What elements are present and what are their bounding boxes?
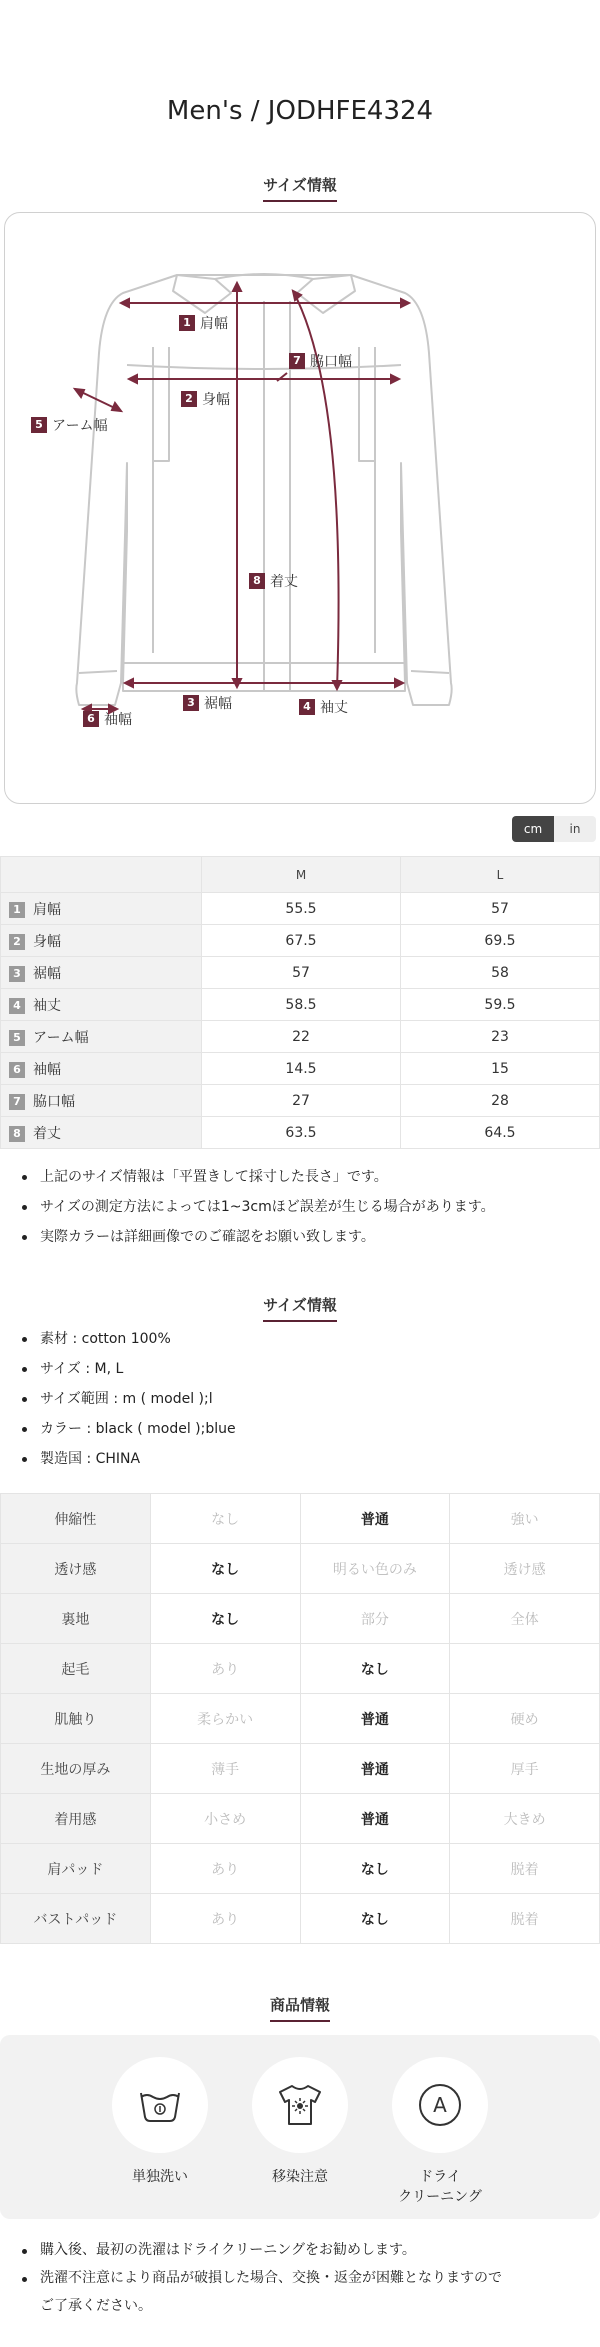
attribute-option: なし	[150, 1594, 300, 1644]
row-header: 7 脇口幅	[1, 1085, 202, 1117]
attribute-option: なし	[300, 1894, 450, 1944]
table-row	[1, 989, 600, 1021]
measure-label-length: 8 着丈	[249, 571, 298, 591]
fabric-attribute-table	[0, 1493, 600, 1944]
size-column-header: L	[401, 857, 600, 893]
care-item	[250, 2057, 350, 2187]
product-spec-list	[0, 1324, 600, 1474]
attribute-option: 強い	[450, 1494, 600, 1544]
table-cell: 22	[202, 1021, 401, 1053]
info-heading: サイズ情報	[0, 1294, 600, 1322]
attribute-option: 硬め	[450, 1694, 600, 1744]
table-cell: 63.5	[202, 1117, 401, 1149]
table-row	[1, 1594, 600, 1644]
attribute-option: 大きめ	[450, 1794, 600, 1844]
attribute-option: 全体	[450, 1594, 600, 1644]
measure-label-shoulder: 1 肩幅	[179, 313, 228, 333]
care-item	[110, 2057, 210, 2187]
product-info-heading: 商品情報	[0, 1994, 600, 2022]
wash-notes	[0, 2236, 600, 2292]
table-row	[1, 1644, 600, 1694]
attribute-option: あり	[150, 1894, 300, 1944]
attribute-option: 普通	[300, 1494, 450, 1544]
attribute-name: 起毛	[1, 1644, 151, 1694]
attribute-option	[450, 1644, 600, 1694]
table-cell: 27	[202, 1085, 401, 1117]
attribute-option: 明るい色のみ	[300, 1544, 450, 1594]
measure-label-hem: 3 裾幅	[183, 693, 232, 713]
row-header: 6 袖幅	[1, 1053, 202, 1085]
attribute-option: あり	[150, 1644, 300, 1694]
list-item: カラー : black ( model );blue	[0, 1414, 600, 1444]
attribute-option: 普通	[300, 1794, 450, 1844]
table-cell: 57	[202, 957, 401, 989]
table-row	[1, 1117, 600, 1149]
measure-label-sleeve-length: 4 袖丈	[299, 697, 348, 717]
page-title: Men's / JODHFE4324	[166, 96, 434, 126]
attribute-option: 部分	[300, 1594, 450, 1644]
row-header: 1 肩幅	[1, 893, 202, 925]
table-cell: 23	[401, 1021, 600, 1053]
table-row	[1, 925, 600, 957]
measure-label-arm-width: 5 アーム幅	[31, 415, 108, 435]
row-header: 3 裾幅	[1, 957, 202, 989]
attribute-option: 普通	[300, 1744, 450, 1794]
attribute-option: 脱着	[450, 1894, 600, 1944]
list-item: 素材 : cotton 100%	[0, 1324, 600, 1354]
table-row	[1, 1494, 600, 1544]
unit-in-button[interactable]: in	[554, 816, 596, 842]
attribute-name: 生地の厚み	[1, 1744, 151, 1794]
table-cell: 67.5	[202, 925, 401, 957]
measure-label-chest: 2 身幅	[181, 389, 230, 409]
care-label: 単独洗い	[132, 2169, 188, 2185]
attribute-option: なし	[300, 1844, 450, 1894]
attribute-name: 透け感	[1, 1544, 151, 1594]
attribute-option: 柔らかい	[150, 1694, 300, 1744]
attribute-option: 脱着	[450, 1844, 600, 1894]
care-label: 移染注意	[272, 2169, 328, 2185]
row-header: 4 袖丈	[1, 989, 202, 1021]
size-column-header: M	[202, 857, 401, 893]
table-cell: 55.5	[202, 893, 401, 925]
list-item: サイズ範囲 : m ( model );l	[0, 1384, 600, 1414]
attribute-option: 小さめ	[150, 1794, 300, 1844]
size-notes	[0, 1162, 600, 1252]
attribute-option: あり	[150, 1844, 300, 1894]
list-item: 洗濯不注意により商品が破損した場合、交換・返金が困難となりますので	[0, 2264, 600, 2292]
attribute-name: 伸縮性	[1, 1494, 151, 1544]
table-cell: 15	[401, 1053, 600, 1085]
attribute-option: なし	[150, 1494, 300, 1544]
size-table	[0, 856, 600, 1149]
size-table-header	[1, 857, 600, 893]
care-instructions	[0, 2035, 600, 2219]
color-transfer-tshirt-icon	[252, 2057, 348, 2153]
table-row	[1, 957, 600, 989]
dry-clean-icon	[392, 2057, 488, 2153]
size-table-corner	[1, 857, 202, 893]
list-item: サイズ : M, L	[0, 1354, 600, 1384]
table-cell: 57	[401, 893, 600, 925]
row-header: 8 着丈	[1, 1117, 202, 1149]
table-row	[1, 1694, 600, 1744]
list-item: 購入後、最初の洗濯はドライクリーニングをお勧めします。	[0, 2236, 600, 2264]
list-item: 実際カラーは詳細画像でのご確認をお願い致します。	[0, 1222, 600, 1252]
table-cell: 28	[401, 1085, 600, 1117]
care-item	[390, 2057, 490, 2207]
attribute-option: 普通	[300, 1694, 450, 1744]
list-item: 製造国 : CHINA	[0, 1444, 600, 1474]
attribute-name: 着用感	[1, 1794, 151, 1844]
unit-toggle[interactable]	[512, 816, 596, 842]
measure-label-armhole: 7 脇口幅	[289, 351, 352, 371]
attribute-name: 肌触り	[1, 1694, 151, 1744]
table-row	[1, 1844, 600, 1894]
table-row	[1, 1053, 600, 1085]
table-cell: 14.5	[202, 1053, 401, 1085]
attribute-option: 透け感	[450, 1544, 600, 1594]
measure-label-sleeve-width: 6 袖幅	[83, 709, 132, 729]
unit-cm-button[interactable]: cm	[512, 816, 554, 842]
table-row	[1, 1894, 600, 1944]
size-info-heading: サイズ情報	[0, 174, 600, 202]
row-header: 5 アーム幅	[1, 1021, 202, 1053]
list-item: サイズの測定方法によっては1~3cmほど誤差が生じる場合があります。	[0, 1192, 600, 1222]
attribute-name: 肩パッド	[1, 1844, 151, 1894]
table-cell: 64.5	[401, 1117, 600, 1149]
care-label: ドライ クリーニング	[398, 2169, 482, 2205]
attribute-name: バストパッド	[1, 1894, 151, 1944]
table-cell: 59.5	[401, 989, 600, 1021]
table-cell: 69.5	[401, 925, 600, 957]
list-item: 上記のサイズ情報は「平置きして採寸した長さ」です。	[0, 1162, 600, 1192]
attribute-option: 薄手	[150, 1744, 300, 1794]
wash-notes-continued: ご了承ください。	[40, 2298, 152, 2314]
table-row	[1, 1794, 600, 1844]
attribute-option: 厚手	[450, 1744, 600, 1794]
row-header: 2 身幅	[1, 925, 202, 957]
table-row	[1, 1544, 600, 1594]
attribute-name: 裏地	[1, 1594, 151, 1644]
table-row	[1, 1021, 600, 1053]
table-row	[1, 1744, 600, 1794]
table-cell: 58	[401, 957, 600, 989]
attribute-option: なし	[150, 1544, 300, 1594]
attribute-option: なし	[300, 1644, 450, 1694]
table-row	[1, 1085, 600, 1117]
table-row	[1, 893, 600, 925]
svg-text:A: A	[433, 2093, 447, 2117]
table-cell: 58.5	[202, 989, 401, 1021]
size-diagram	[4, 212, 596, 804]
hand-wash-icon	[112, 2057, 208, 2153]
